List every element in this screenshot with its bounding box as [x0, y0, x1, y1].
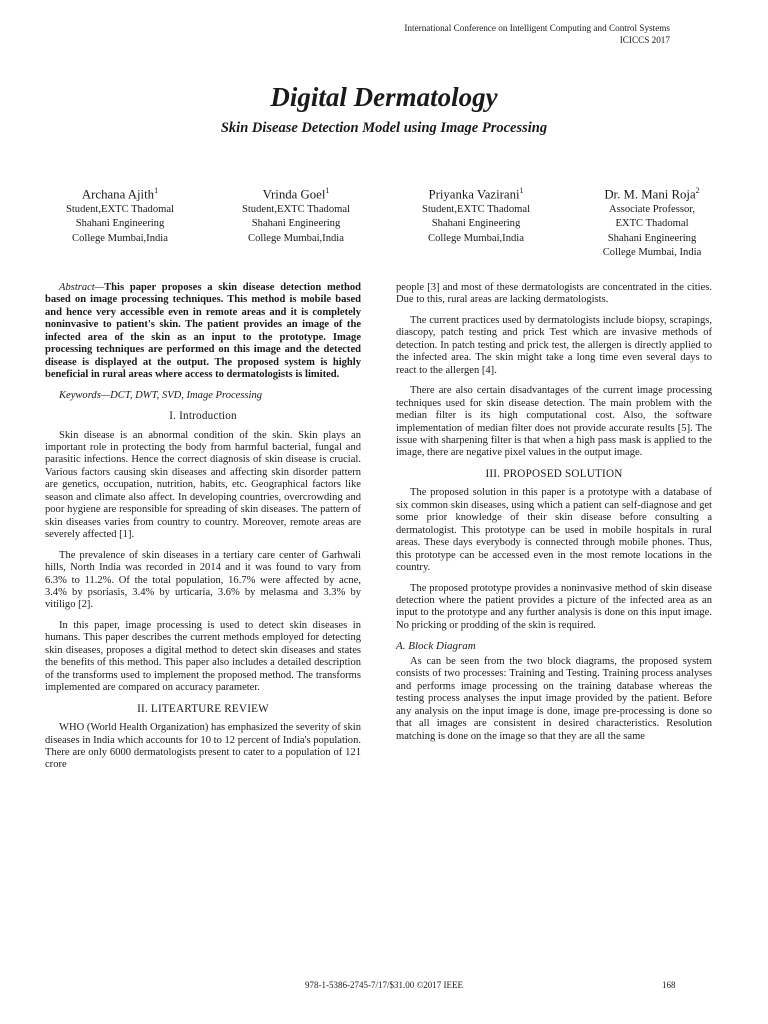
author-affiliation: Shahani Engineering	[607, 232, 697, 244]
paragraph: The proposed solution in this paper is a prototype with a database of six common skin diseases, using which a patient can self-diagnose and get some prior knowledge of their skin disease before consulting a dermatologist. This prototype can be used in mobile hospitals in rural areas. These days everybody is connected through mobile phones. Thus, this prototype can be accessed even in the most remote locations in the country.	[396, 487, 712, 574]
abstract	[45, 282, 361, 382]
author-affiliation: Student,EXTC Thadomal	[65, 204, 175, 216]
paragraph: In this paper, image processing is used to detect skin diseases in humans. This paper describes the current methods employed for detecting skin diseases, proposes a digital method to detect skin diseases and states the benefits of this method. This paper also includes a detailed description of the transforms used to implement the proposed method. The transforms implemented are compared on accuracy parameter.	[45, 619, 361, 694]
author-affiliation: Shahani Engineering	[251, 218, 341, 230]
author-block-4	[572, 182, 732, 260]
right-column	[396, 282, 712, 751]
paragraph: The current practices used by dermatologists include biopsy, scrapings, diascopy, patch testing and prick Test which are invasive methods of detection. In patch testing and prick test, the allergen is directly applied to the infected area. The skin might take a long time even several days to react to the allergen [4].	[396, 314, 712, 376]
paragraph: people [3] and most of these dermatologists are concentrated in the cities. Due to this, rural areas are lacking dermatologists.	[396, 282, 712, 306]
paragraph: The proposed prototype provides a noninvasive method of skin disease detection where the patient provides a picture of the infected area as an input to the prototype and any further analysis is done on this input image. No pricking or prodding of the skin is required.	[396, 582, 712, 631]
author-affiliation: Student,EXTC Thadomal	[421, 204, 531, 216]
footer-copyright: 978-1-5386-2745-7/17/$31.00 ©2017 IEEE	[304, 980, 464, 990]
paragraph: Skin disease is an abnormal condition of the skin. Skin plays an important role in protecting the body from harmful bacterial, fungal and parasitic infections. Hence the correct diagnosis of skin disease is crucial. Various factors causing skin diseases and affecting skin disorder pattern are genetics, occupation, nutrition, habits, etc. Geographical factors like season and climate also affect. In developing countries, overcrowding and poor hygiene are responsible for spreading of skin diseases. The pattern of skin diseases varies from country to country. Moreover, remote areas are severely affected [1].	[45, 429, 361, 541]
author-name: Dr. M. Mani Roja$^2$	[604, 186, 700, 202]
author-affiliation: College Mumbai, India	[602, 246, 702, 258]
author-affiliation: College Mumbai,India	[428, 232, 524, 244]
conference-header	[250, 22, 670, 46]
paper-subtitle: Skin Disease Detection Model using Image Processing	[220, 120, 548, 136]
paper-title: Digital Dermatology	[270, 82, 498, 112]
author-block-1	[40, 182, 200, 246]
section-heading-proposed-solution: III. PROPOSED SOLUTION	[485, 467, 623, 480]
section-heading-introduction: I. Introduction	[169, 410, 237, 423]
conference-acronym: ICICCS 2017	[619, 35, 670, 45]
paragraph: There are also certain disadvantages of the current image processing techniques used for skin disease detection. The main problem with the median filter is its high computational cost. Also, the software implementation of median filter does not provide accurate results [5]. The issue with sharpening filter is that when a high pass mask is applied to the image, there are negative pixel values in the output image.	[396, 385, 712, 459]
author-affiliation: Shahani Engineering	[75, 218, 165, 230]
author-name: Vrinda Goel$^1$	[262, 186, 330, 202]
author-block-2	[216, 182, 376, 246]
author-affiliation: Shahani Engineering	[431, 218, 521, 230]
author-affiliation: Student,EXTC Thadomal	[241, 204, 351, 216]
page-number: 168	[662, 980, 676, 990]
author-block-3	[396, 182, 556, 246]
author-affiliation: Associate Professor,	[608, 204, 696, 216]
paragraph: As can be seen from the two block diagrams, the proposed system consists of two processes: Training and Testing. Training process analyses and performs image processing on the training database whereas the testing process analyses the input image provided by the patient. Before any analysis on the input image is done, image pre-processing is done so that all images are consistent in desired characteristics. Resolution matching is done on the image so that they are all the same	[396, 655, 712, 742]
subsection-heading-block-diagram: A. Block Diagram	[396, 640, 476, 653]
conference-name: International Conference on Intelligent Computing and Control Systems	[404, 23, 670, 33]
section-heading-literature-review: II. LITEARTURE REVIEW	[137, 702, 269, 715]
paragraph: The prevalence of skin diseases in a tertiary care center of Garhwali hills, North India was recorded in 2014 and it was found to vary from 6.3% to 11.2%. Of the total population, 16.7% were affected by acne, 3.4% by psoriasis, 3.4% by urticaria, 3.6% by melasma and 3.3% by vitiligo [2].	[45, 549, 361, 611]
left-column	[45, 282, 361, 780]
author-affiliation: College Mumbai,India	[248, 232, 344, 244]
paragraph: WHO (World Health Organization) has emphasized the severity of skin diseases in India which accounts for 10 to 12 percent of India's population. There are only 6000 dermatologists present to cater to a population of 121 crore	[45, 722, 361, 771]
author-name: Priyanka Vazirani$^1$	[428, 186, 524, 202]
abstract-text: This paper proposes a skin disease detection method based on image processing techniques. This method is mobile based and hence very accessible even in remote areas and it is completely noninvasive to patient's skin. The patient provides an image of the infected area of the skin as an input to the prototype. Image processing techniques are performed on this image and the detected disease is displayed at the output. The proposed system is highly beneficial in rural areas where access to dermatologists is limited.	[45, 282, 361, 381]
keywords: Keywords—DCT, DWT, SVD, Image Processing	[59, 389, 263, 401]
author-affiliation: College Mumbai,India	[72, 232, 168, 244]
author-affiliation: EXTC Thadomal	[615, 218, 689, 230]
author-name: Archana Ajith$^1$	[81, 186, 159, 202]
abstract-label: Abstract—	[59, 282, 105, 293]
